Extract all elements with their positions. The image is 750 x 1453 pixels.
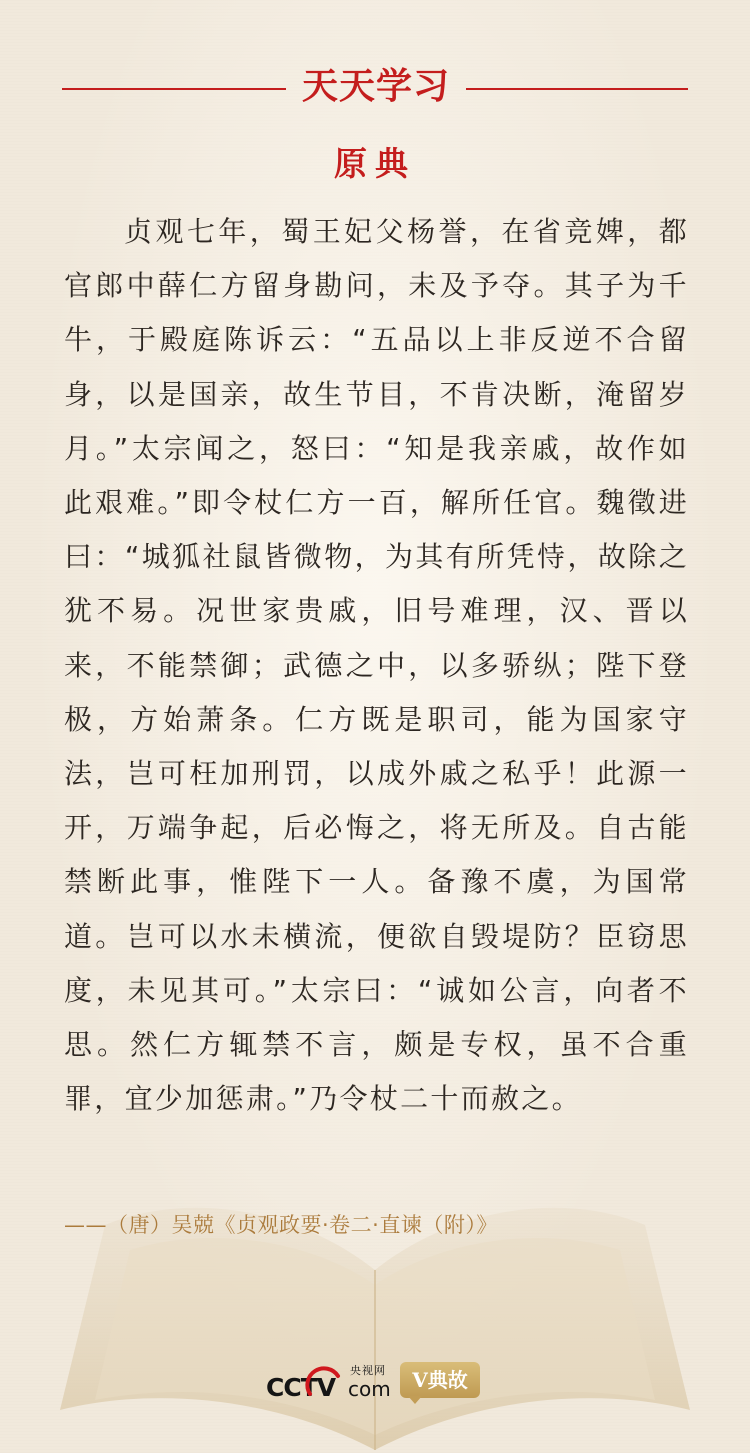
brand-title: 天天学习: [301, 65, 450, 107]
cctv-logo: [266, 1362, 396, 1406]
header-rule-right: [466, 88, 688, 90]
cctv-arc-icon: [304, 1364, 344, 1404]
cctv-domain: com: [348, 1377, 391, 1401]
cctv-wordmark: CCTV: [266, 1373, 336, 1402]
v-diangu-badge: [400, 1362, 480, 1404]
classical-text-body: 贞观七年，蜀王妃父杨誉，在省竞婢，都官郎中薛仁方留身勘问，未及予夺。其子为千牛，于殿庭陈诉云：“五品以上非反逆不合留身，以是国亲，故生节目，不肯决断，淹留岁月。”太宗闻之，怒曰：“知是我亲戚，故作如此艰难。”即令杖仁方一百，解所任官。魏徵进曰：“城狐社鼠皆微物，为其有所凭恃，故除之犹不易。况世家贵戚，旧号难理，汉、晋以来，不能禁御；武德之中，以多骄纵；陛下登极，方始萧条。仁方既是职司，能为国家守法，岂可枉加刑罚，以成外戚之私乎！此源一开，万端争起，后必悔之，将无所及。自古能禁断此事，惟陛下一人。备豫不虞，为国常道。岂可以水未横流，便欲自毁堤防？臣窃思度，未见其可。”太宗曰：“诚如公言，向者不思。然仁方辄禁不言，颇是专权，虽不合重罪，宜少加惩肃。”乃令杖二十而赦之。: [64, 215, 689, 1116]
cctv-chinese-name: 央视网: [350, 1364, 386, 1377]
badge-label: V典故: [412, 1368, 468, 1392]
section-title: 原典: [334, 144, 416, 183]
header-rule-left: [62, 88, 286, 90]
footer: [0, 1352, 750, 1412]
source-citation: ——（唐）吴兢《贞观政要·卷二·直谏（附）》: [64, 1213, 498, 1237]
brand-header: [0, 56, 750, 116]
